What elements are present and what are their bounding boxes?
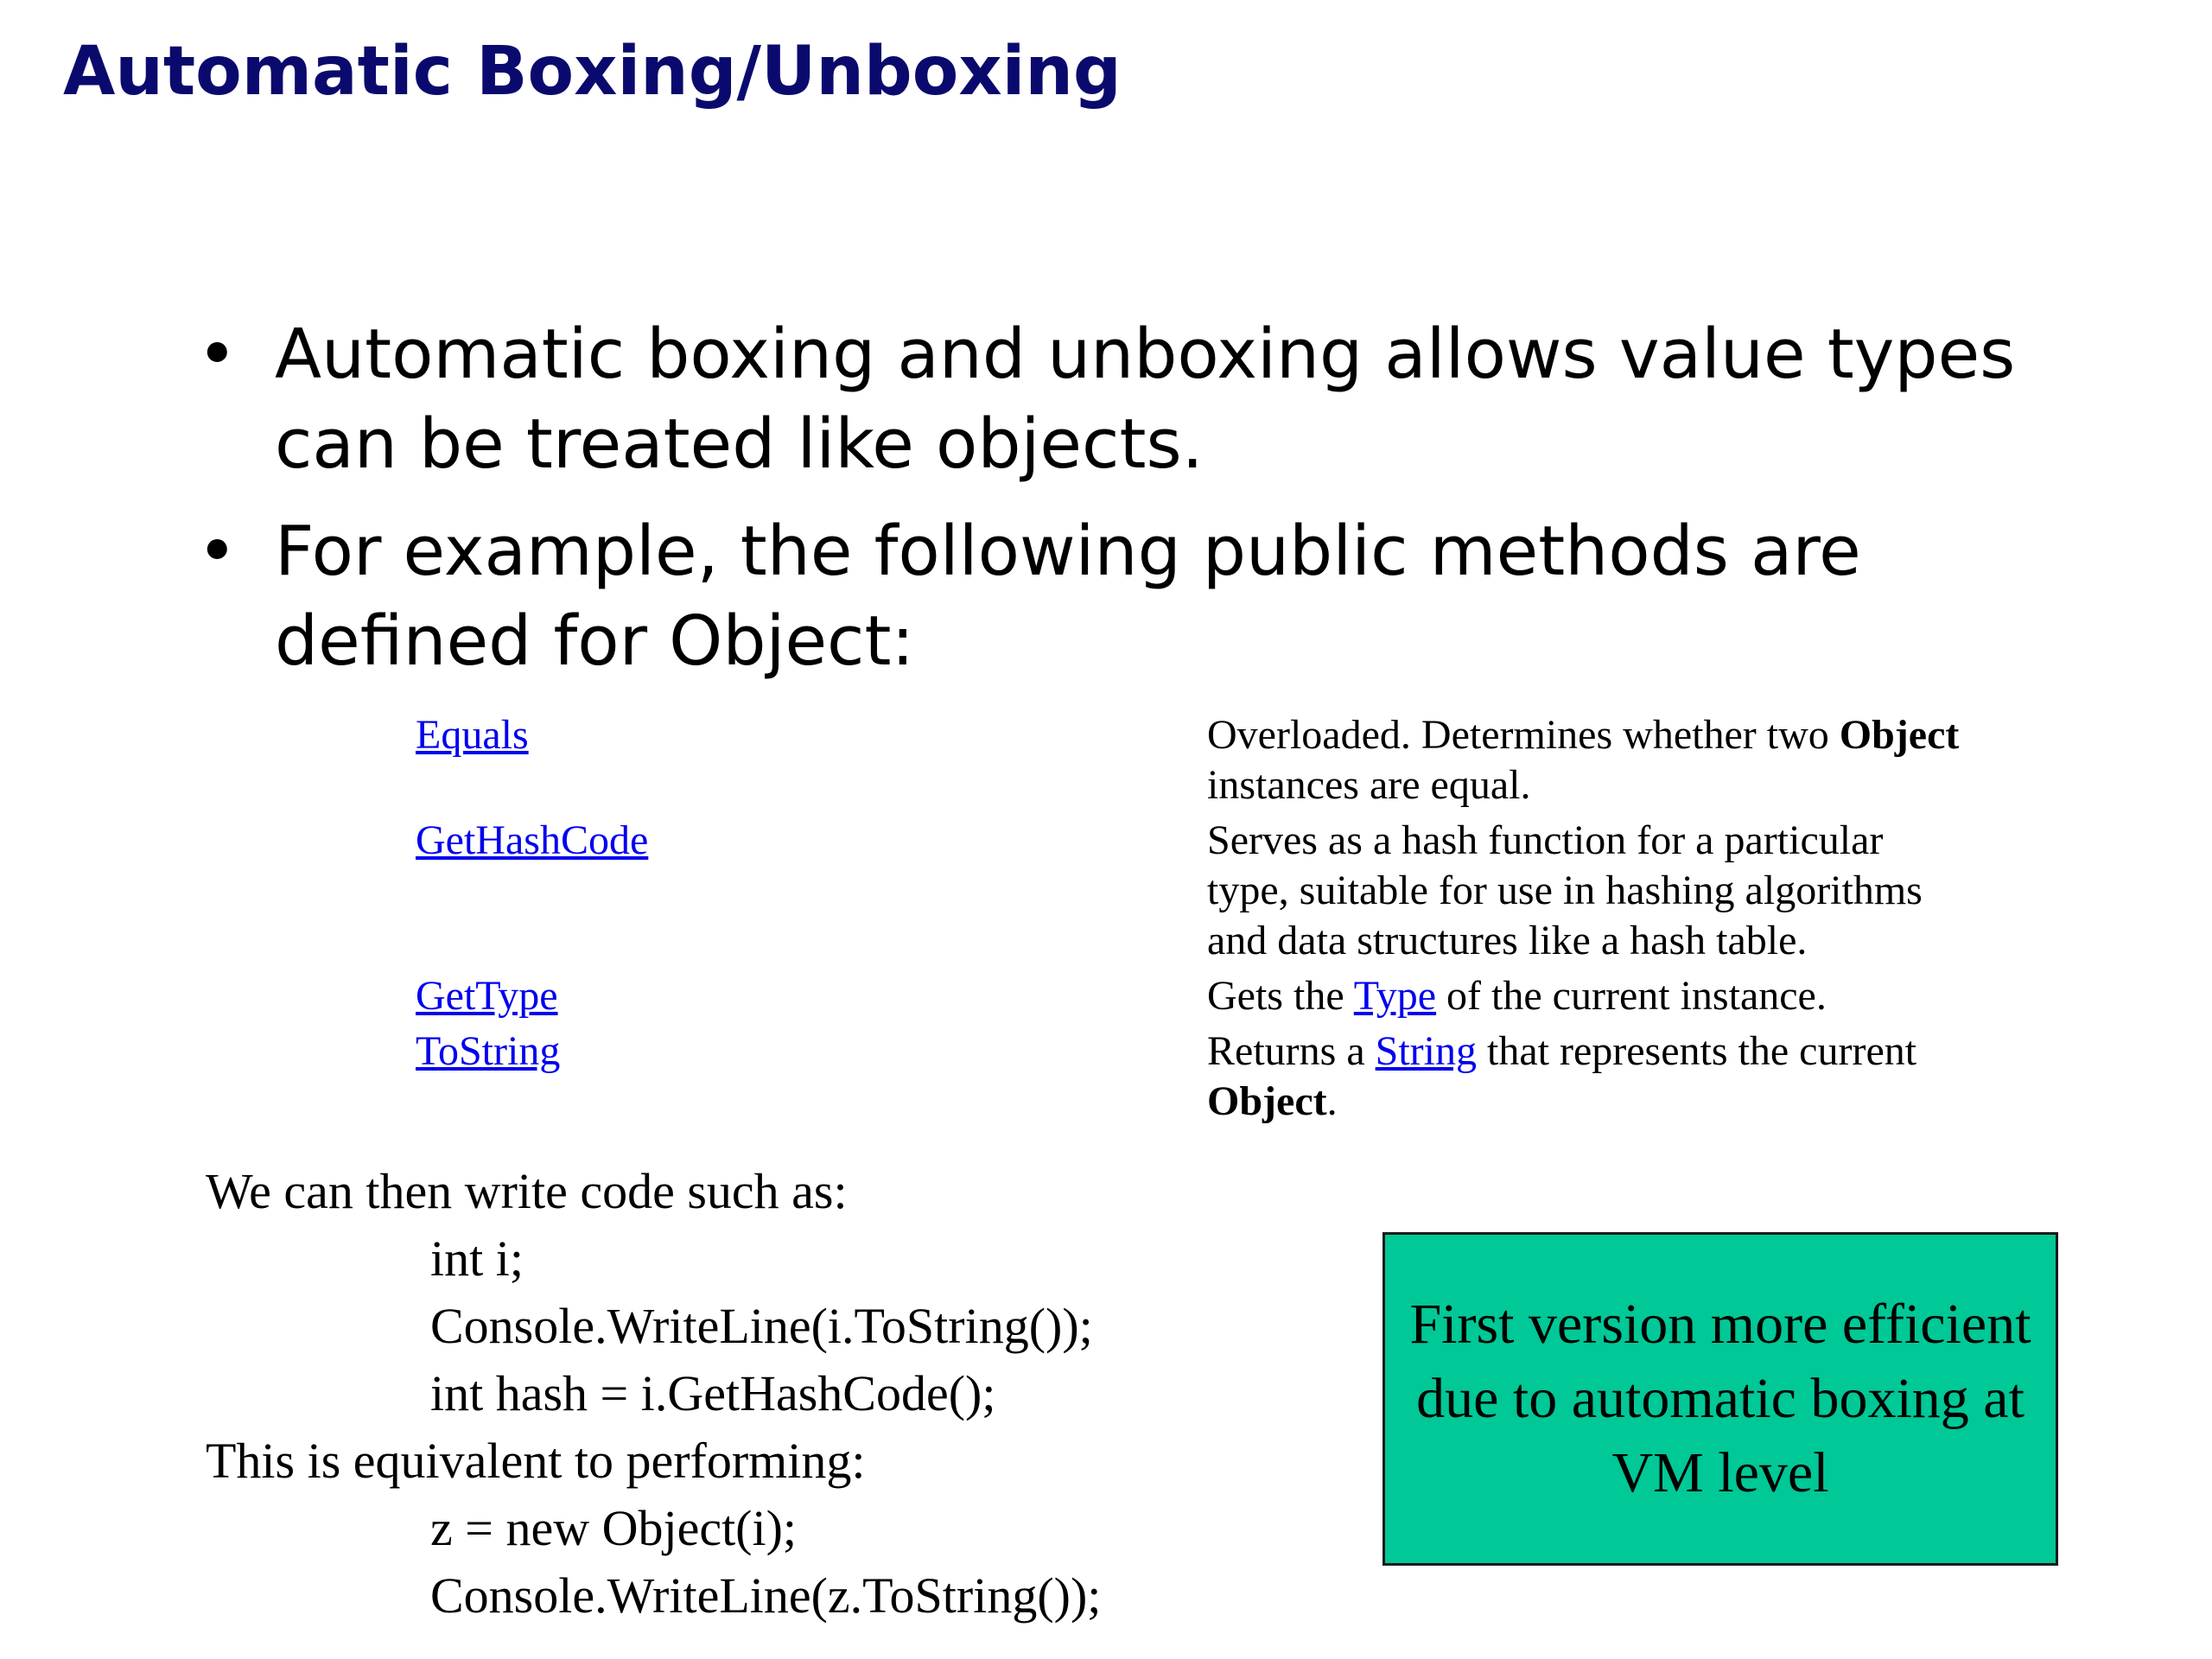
method-description	[1207, 971, 1967, 1021]
desc-text: .	[1326, 1078, 1338, 1124]
slide-title: Automatic Boxing/Unboxing	[63, 33, 1122, 111]
desc-text: Serves as a hash function for a particular type, suitable for use in hashing algorithms and data structures like a hash table.	[1207, 817, 1923, 963]
bullet-icon: •	[197, 512, 238, 591]
bullet-icon: •	[197, 315, 238, 394]
bullet-item	[190, 506, 2039, 686]
code-equivalence-text: This is equivalent to performing:	[206, 1433, 866, 1489]
desc-bold-object: Object	[1207, 1078, 1327, 1124]
desc-text: Gets the	[1207, 973, 1354, 1019]
bullet-list	[190, 309, 2039, 703]
code-line: Console.WriteLine(z.ToString());	[430, 1567, 1102, 1624]
code-intro: We can then write code such as:	[206, 1163, 848, 1219]
method-row-gethashcode	[416, 816, 1997, 966]
method-link-equals[interactable]: Equals	[416, 712, 529, 758]
methods-table	[416, 710, 1997, 1132]
method-row-tostring	[416, 1027, 1997, 1127]
string-link[interactable]: String	[1375, 1028, 1477, 1074]
method-link-tostring[interactable]: ToString	[416, 1028, 561, 1074]
code-section	[206, 1158, 1101, 1630]
method-link-gethashcode[interactable]: GetHashCode	[416, 817, 649, 863]
bullet-text: Automatic boxing and unboxing allows value types can be treated like objects.	[275, 315, 2016, 484]
callout-text: First version more efficient due to automatic boxing at VM level	[1409, 1293, 2031, 1504]
desc-bold-object: Object	[1839, 712, 1960, 758]
bullet-text: For example, the following public methods are defined for Object:	[275, 512, 1861, 681]
desc-text: that represents the current	[1476, 1028, 1917, 1074]
desc-text: of the current instance.	[1436, 973, 1827, 1019]
method-link-gettype[interactable]: GetType	[416, 973, 558, 1019]
method-description	[1207, 710, 1967, 810]
code-line: int i;	[430, 1230, 524, 1287]
method-description	[1207, 816, 1967, 966]
desc-text: instances are equal.	[1207, 762, 1531, 808]
method-row-gettype	[416, 971, 1997, 1021]
method-row-equals	[416, 710, 1997, 810]
code-line: Console.WriteLine(i.ToString());	[430, 1298, 1093, 1354]
bullet-item	[190, 309, 2039, 489]
method-description	[1207, 1027, 1967, 1127]
desc-text: Returns a	[1207, 1028, 1376, 1074]
code-line: z = new Object(i);	[430, 1500, 798, 1556]
desc-text: Overloaded. Determines whether two	[1207, 712, 1840, 758]
code-line: int hash = i.GetHashCode();	[430, 1365, 996, 1421]
type-link[interactable]: Type	[1353, 973, 1437, 1019]
efficiency-callout-box	[1382, 1232, 2058, 1566]
